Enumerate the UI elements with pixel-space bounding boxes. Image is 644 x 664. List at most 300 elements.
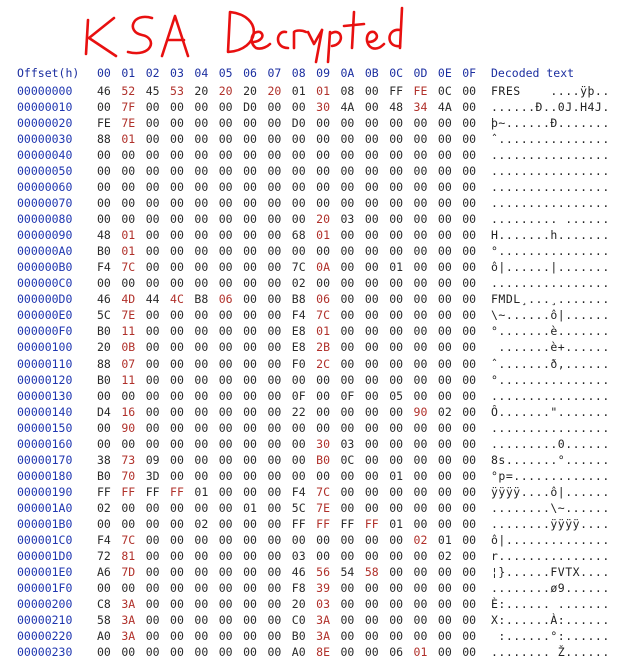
hex-byte[interactable]: 00: [389, 148, 404, 163]
hex-byte[interactable]: 00: [97, 420, 111, 435]
hex-byte[interactable]: 3A: [121, 629, 136, 644]
hex-byte[interactable]: 00: [340, 116, 355, 131]
hex-byte[interactable]: 00: [170, 324, 184, 339]
decoded-text[interactable]: °p=.............: [491, 468, 610, 483]
hex-byte[interactable]: 00: [413, 292, 428, 307]
hex-byte[interactable]: 00: [170, 372, 184, 387]
hex-row[interactable]: [0, 597, 644, 613]
hex-byte[interactable]: 00: [340, 180, 355, 195]
decoded-text[interactable]: ................: [491, 420, 610, 435]
hex-byte[interactable]: 00: [145, 548, 160, 563]
hex-byte[interactable]: 00: [267, 436, 282, 451]
hex-byte[interactable]: 00: [462, 228, 477, 243]
hex-byte[interactable]: 00: [340, 612, 355, 627]
hex-byte[interactable]: 00: [145, 132, 160, 147]
hex-byte[interactable]: 00: [462, 452, 477, 467]
hex-byte[interactable]: 00: [218, 548, 233, 563]
hex-byte[interactable]: 00: [267, 100, 282, 115]
hex-byte[interactable]: 7F: [121, 100, 136, 115]
hex-row[interactable]: [0, 389, 644, 405]
hex-byte[interactable]: 00: [218, 340, 233, 355]
hex-byte[interactable]: 00: [194, 548, 209, 563]
hex-row[interactable]: [0, 373, 644, 389]
hex-byte[interactable]: 00: [267, 132, 282, 147]
hex-byte[interactable]: 00: [316, 548, 330, 563]
hex-byte[interactable]: 00: [267, 629, 282, 644]
decoded-text[interactable]: 8s.......°......: [491, 452, 610, 467]
hex-byte[interactable]: 01: [316, 324, 330, 339]
hex-byte[interactable]: 00: [194, 228, 209, 243]
hex-byte[interactable]: A6: [97, 564, 111, 579]
hex-byte[interactable]: 00: [170, 645, 184, 660]
hex-byte[interactable]: 00: [437, 500, 452, 515]
hex-byte[interactable]: 00: [437, 164, 452, 179]
hex-byte[interactable]: 00: [170, 500, 184, 515]
hex-byte[interactable]: 00: [364, 372, 379, 387]
hex-byte[interactable]: 7C: [316, 308, 330, 323]
hex-byte[interactable]: 00: [170, 468, 184, 483]
hex-row[interactable]: [0, 485, 644, 501]
hex-byte[interactable]: 00: [291, 148, 306, 163]
hex-byte[interactable]: 01: [194, 484, 209, 499]
hex-byte[interactable]: 00: [243, 484, 257, 499]
decoded-text[interactable]: ................: [491, 148, 610, 163]
hex-byte[interactable]: 00: [364, 404, 379, 419]
hex-byte[interactable]: 00: [267, 548, 282, 563]
hex-byte[interactable]: 00: [267, 148, 282, 163]
hex-byte[interactable]: 00: [437, 340, 452, 355]
hex-byte[interactable]: 00: [194, 324, 209, 339]
hex-byte[interactable]: 00: [462, 516, 477, 531]
hex-byte[interactable]: 3A: [316, 612, 330, 627]
hex-byte[interactable]: 00: [340, 228, 355, 243]
hex-row[interactable]: [0, 148, 644, 164]
hex-byte[interactable]: 00: [145, 244, 160, 259]
hex-byte[interactable]: 7E: [121, 116, 136, 131]
hex-byte[interactable]: 00: [97, 516, 111, 531]
hex-byte[interactable]: 00: [170, 308, 184, 323]
hex-byte[interactable]: 30: [316, 100, 330, 115]
hex-byte[interactable]: F0: [291, 356, 306, 371]
hex-byte[interactable]: 00: [340, 532, 355, 547]
hex-byte[interactable]: 00: [413, 228, 428, 243]
hex-byte[interactable]: 00: [364, 148, 379, 163]
hex-byte[interactable]: 00: [291, 372, 306, 387]
hex-byte[interactable]: 7C: [291, 260, 306, 275]
hex-byte[interactable]: 00: [218, 452, 233, 467]
hex-byte[interactable]: 00: [267, 532, 282, 547]
hex-byte[interactable]: 00: [218, 580, 233, 595]
hex-row[interactable]: [0, 324, 644, 340]
hex-byte[interactable]: 00: [194, 645, 209, 660]
hex-byte[interactable]: 01: [243, 500, 257, 515]
hex-byte[interactable]: 00: [243, 420, 257, 435]
hex-byte[interactable]: 34: [413, 100, 428, 115]
hex-byte[interactable]: F8: [291, 580, 306, 595]
hex-byte[interactable]: 00: [437, 228, 452, 243]
hex-byte[interactable]: 00: [194, 180, 209, 195]
hex-byte[interactable]: 00: [243, 516, 257, 531]
hex-byte[interactable]: 00: [97, 212, 111, 227]
hex-byte[interactable]: 00: [218, 564, 233, 579]
hex-byte[interactable]: 03: [291, 548, 306, 563]
hex-row[interactable]: [0, 164, 644, 180]
hex-byte[interactable]: 00: [145, 420, 160, 435]
hex-byte[interactable]: 00: [218, 164, 233, 179]
hex-byte[interactable]: 00: [145, 276, 160, 291]
hex-byte[interactable]: 00: [291, 132, 306, 147]
hex-byte[interactable]: 30: [316, 436, 330, 451]
hex-byte[interactable]: B0: [316, 452, 330, 467]
hex-byte[interactable]: 5C: [291, 500, 306, 515]
hex-byte[interactable]: 00: [267, 596, 282, 611]
hex-byte[interactable]: 58: [97, 612, 111, 627]
hex-byte[interactable]: 00: [267, 484, 282, 499]
hex-row[interactable]: [0, 292, 644, 308]
decoded-text[interactable]: ÿÿÿÿ....ô|......: [491, 484, 610, 499]
hex-byte[interactable]: 00: [145, 148, 160, 163]
hex-byte[interactable]: 00: [316, 244, 330, 259]
hex-byte[interactable]: 00: [97, 436, 111, 451]
hex-byte[interactable]: 00: [267, 468, 282, 483]
hex-byte[interactable]: 00: [413, 580, 428, 595]
hex-byte[interactable]: 88: [97, 356, 111, 371]
hex-byte[interactable]: 00: [389, 132, 404, 147]
hex-byte[interactable]: 00: [218, 324, 233, 339]
hex-byte[interactable]: 00: [364, 420, 379, 435]
hex-byte[interactable]: 01: [389, 516, 404, 531]
hex-byte[interactable]: 00: [97, 388, 111, 403]
hex-byte[interactable]: 00: [340, 404, 355, 419]
hex-byte[interactable]: 00: [218, 180, 233, 195]
hex-byte[interactable]: 00: [413, 164, 428, 179]
hex-byte[interactable]: 00: [243, 148, 257, 163]
hex-byte[interactable]: 00: [243, 372, 257, 387]
hex-byte[interactable]: 00: [437, 436, 452, 451]
hex-row[interactable]: [0, 244, 644, 260]
hex-byte[interactable]: 00: [267, 212, 282, 227]
hex-byte[interactable]: 00: [243, 228, 257, 243]
hex-byte[interactable]: 00: [462, 180, 477, 195]
hex-byte[interactable]: 00: [145, 116, 160, 131]
hex-byte[interactable]: 00: [462, 645, 477, 660]
hex-byte[interactable]: 00: [291, 468, 306, 483]
hex-byte[interactable]: 00: [97, 276, 111, 291]
hex-byte[interactable]: 00: [267, 292, 282, 307]
hex-byte[interactable]: 00: [340, 468, 355, 483]
hex-byte[interactable]: 00: [194, 436, 209, 451]
hex-byte[interactable]: 00: [170, 228, 184, 243]
hex-byte[interactable]: 00: [97, 580, 111, 595]
hex-row[interactable]: [0, 276, 644, 292]
hex-byte[interactable]: 00: [389, 404, 404, 419]
hex-byte[interactable]: 53: [170, 84, 184, 98]
hex-byte[interactable]: 72: [97, 548, 111, 563]
hex-byte[interactable]: 00: [145, 180, 160, 195]
decoded-text[interactable]: °...............: [491, 244, 610, 259]
hex-byte[interactable]: 00: [145, 596, 160, 611]
hex-byte[interactable]: 00: [389, 580, 404, 595]
hex-byte[interactable]: 01: [389, 468, 404, 483]
hex-byte[interactable]: 00: [218, 132, 233, 147]
hex-byte[interactable]: 00: [364, 580, 379, 595]
hex-byte[interactable]: 00: [243, 612, 257, 627]
decoded-text[interactable]: .......è+......: [491, 340, 610, 355]
hex-byte[interactable]: 00: [267, 516, 282, 531]
hex-byte[interactable]: 00: [462, 468, 477, 483]
hex-byte[interactable]: 46: [97, 292, 111, 307]
hex-byte[interactable]: 00: [145, 564, 160, 579]
hex-byte[interactable]: 00: [121, 164, 136, 179]
hex-byte[interactable]: 00: [340, 276, 355, 291]
decoded-text[interactable]: ......... ......: [491, 212, 610, 227]
hex-byte[interactable]: 00: [243, 388, 257, 403]
hex-byte[interactable]: FF: [364, 516, 379, 531]
hex-byte[interactable]: 00: [437, 244, 452, 259]
hex-byte[interactable]: 00: [267, 580, 282, 595]
hex-byte[interactable]: 00: [170, 516, 184, 531]
hex-byte[interactable]: 00: [437, 324, 452, 339]
hex-byte[interactable]: 00: [462, 372, 477, 387]
decoded-text[interactable]: H.......h.......: [491, 228, 610, 243]
decoded-text[interactable]: ˆ...............: [491, 132, 610, 147]
hex-row[interactable]: [0, 629, 644, 645]
hex-byte[interactable]: 00: [413, 180, 428, 195]
hex-byte[interactable]: 00: [243, 116, 257, 131]
hex-byte[interactable]: 00: [389, 308, 404, 323]
hex-byte[interactable]: 00: [340, 308, 355, 323]
hex-byte[interactable]: 00: [316, 388, 330, 403]
hex-byte[interactable]: 00: [437, 356, 452, 371]
hex-byte[interactable]: 20: [316, 212, 330, 227]
hex-byte[interactable]: 00: [316, 196, 330, 211]
hex-row[interactable]: [0, 613, 644, 629]
hex-byte[interactable]: 00: [194, 452, 209, 467]
hex-row[interactable]: [0, 453, 644, 469]
hex-byte[interactable]: 00: [437, 132, 452, 147]
hex-byte[interactable]: 00: [218, 276, 233, 291]
hex-byte[interactable]: 00: [462, 84, 477, 98]
hex-row[interactable]: [0, 308, 644, 324]
hex-byte[interactable]: 00: [243, 436, 257, 451]
hex-byte[interactable]: 00: [170, 340, 184, 355]
hex-byte[interactable]: 7D: [121, 564, 136, 579]
hex-byte[interactable]: 20: [97, 340, 111, 355]
hex-byte[interactable]: 00: [389, 564, 404, 579]
hex-byte[interactable]: 00: [364, 596, 379, 611]
hex-byte[interactable]: 01: [121, 132, 136, 147]
hex-row[interactable]: [0, 565, 644, 581]
hex-byte[interactable]: 00: [413, 612, 428, 627]
hex-byte[interactable]: 00: [413, 436, 428, 451]
hex-byte[interactable]: 00: [462, 420, 477, 435]
hex-byte[interactable]: 03: [340, 436, 355, 451]
hex-byte[interactable]: 00: [218, 484, 233, 499]
hex-byte[interactable]: 00: [194, 596, 209, 611]
decoded-text[interactable]: FRES ....ÿþ..: [491, 84, 610, 98]
hex-byte[interactable]: 00: [194, 308, 209, 323]
hex-byte[interactable]: 00: [437, 612, 452, 627]
hex-byte[interactable]: 00: [170, 548, 184, 563]
hex-byte[interactable]: 11: [121, 324, 136, 339]
hex-byte[interactable]: 7C: [316, 484, 330, 499]
hex-byte[interactable]: 52: [121, 84, 136, 98]
hex-byte[interactable]: 00: [364, 180, 379, 195]
hex-byte[interactable]: 00: [340, 340, 355, 355]
hex-byte[interactable]: 58: [364, 564, 379, 579]
hex-byte[interactable]: 00: [267, 500, 282, 515]
hex-byte[interactable]: 44: [145, 292, 160, 307]
hex-byte[interactable]: 00: [243, 645, 257, 660]
hex-byte[interactable]: 00: [413, 340, 428, 355]
hex-byte[interactable]: 00: [462, 132, 477, 147]
hex-byte[interactable]: 68: [291, 228, 306, 243]
hex-byte[interactable]: 00: [291, 212, 306, 227]
hex-byte[interactable]: 00: [97, 645, 111, 660]
hex-byte[interactable]: 00: [218, 645, 233, 660]
hex-byte[interactable]: 00: [170, 436, 184, 451]
hex-byte[interactable]: 00: [145, 372, 160, 387]
hex-byte[interactable]: 00: [267, 228, 282, 243]
hex-byte[interactable]: 00: [267, 196, 282, 211]
hex-byte[interactable]: 00: [97, 196, 111, 211]
hex-byte[interactable]: 00: [145, 404, 160, 419]
hex-byte[interactable]: 00: [267, 612, 282, 627]
hex-byte[interactable]: 4D: [121, 292, 136, 307]
hex-byte[interactable]: 00: [462, 324, 477, 339]
hex-byte[interactable]: 00: [218, 356, 233, 371]
hex-byte[interactable]: 00: [340, 596, 355, 611]
hex-byte[interactable]: 00: [364, 532, 379, 547]
hex-byte[interactable]: B8: [194, 292, 209, 307]
hex-byte[interactable]: 00: [340, 645, 355, 660]
hex-byte[interactable]: 00: [145, 228, 160, 243]
hex-byte[interactable]: 00: [267, 180, 282, 195]
hex-byte[interactable]: 00: [218, 516, 233, 531]
hex-byte[interactable]: 00: [145, 164, 160, 179]
hex-byte[interactable]: 0A: [316, 260, 330, 275]
hex-byte[interactable]: 00: [218, 100, 233, 115]
hex-byte[interactable]: 0F: [291, 388, 306, 403]
hex-byte[interactable]: D0: [243, 100, 257, 115]
hex-row[interactable]: [0, 437, 644, 453]
hex-row[interactable]: [0, 228, 644, 244]
hex-byte[interactable]: 00: [243, 260, 257, 275]
hex-byte[interactable]: 00: [389, 292, 404, 307]
hex-byte[interactable]: 00: [364, 84, 379, 98]
hex-byte[interactable]: 00: [145, 612, 160, 627]
hex-byte[interactable]: 00: [462, 564, 477, 579]
decoded-text[interactable]: ................: [491, 164, 610, 179]
hex-byte[interactable]: 00: [267, 564, 282, 579]
hex-byte[interactable]: 00: [267, 404, 282, 419]
hex-byte[interactable]: 00: [145, 196, 160, 211]
hex-byte[interactable]: 09: [145, 452, 160, 467]
hex-byte[interactable]: F4: [97, 532, 111, 547]
hex-byte[interactable]: 00: [170, 100, 184, 115]
hex-byte[interactable]: 00: [194, 468, 209, 483]
hex-byte[interactable]: 00: [462, 212, 477, 227]
hex-row[interactable]: [0, 116, 644, 132]
hex-row[interactable]: [0, 212, 644, 228]
hex-byte[interactable]: 00: [121, 516, 136, 531]
hex-byte[interactable]: FF: [316, 516, 330, 531]
hex-byte[interactable]: 00: [218, 532, 233, 547]
hex-row[interactable]: [0, 357, 644, 373]
hex-byte[interactable]: 00: [194, 340, 209, 355]
hex-byte[interactable]: 00: [267, 388, 282, 403]
hex-byte[interactable]: 00: [194, 500, 209, 515]
hex-byte[interactable]: C8: [97, 596, 111, 611]
hex-byte[interactable]: 00: [170, 132, 184, 147]
hex-byte[interactable]: 00: [145, 308, 160, 323]
hex-byte[interactable]: 00: [437, 260, 452, 275]
hex-byte[interactable]: 00: [218, 436, 233, 451]
decoded-text[interactable]: ................: [491, 180, 610, 195]
hex-byte[interactable]: 00: [340, 356, 355, 371]
hex-byte[interactable]: 02: [291, 276, 306, 291]
hex-byte[interactable]: 00: [145, 629, 160, 644]
hex-byte[interactable]: FF: [291, 516, 306, 531]
hex-byte[interactable]: 00: [462, 260, 477, 275]
hex-byte[interactable]: F4: [291, 308, 306, 323]
hex-byte[interactable]: 00: [267, 164, 282, 179]
hex-byte[interactable]: 00: [291, 164, 306, 179]
hex-row[interactable]: [0, 405, 644, 421]
hex-byte[interactable]: 00: [243, 292, 257, 307]
hex-byte[interactable]: 01: [121, 244, 136, 259]
hex-byte[interactable]: 00: [194, 276, 209, 291]
hex-byte[interactable]: 02: [437, 548, 452, 563]
hex-byte[interactable]: F4: [97, 260, 111, 275]
hex-byte[interactable]: 00: [413, 244, 428, 259]
hex-byte[interactable]: 00: [316, 468, 330, 483]
hex-byte[interactable]: 00: [364, 116, 379, 131]
hex-byte[interactable]: 00: [364, 388, 379, 403]
hex-byte[interactable]: 00: [389, 500, 404, 515]
hex-byte[interactable]: 00: [364, 612, 379, 627]
hex-byte[interactable]: 00: [413, 260, 428, 275]
hex-byte[interactable]: 4A: [437, 100, 452, 115]
hex-byte[interactable]: 00: [218, 612, 233, 627]
hex-byte[interactable]: 03: [340, 212, 355, 227]
hex-byte[interactable]: 00: [170, 404, 184, 419]
hex-byte[interactable]: 00: [340, 500, 355, 515]
hex-byte[interactable]: 00: [389, 420, 404, 435]
hex-byte[interactable]: 00: [243, 629, 257, 644]
decoded-text[interactable]: \~......ô|......: [491, 308, 610, 323]
hex-byte[interactable]: 20: [291, 596, 306, 611]
hex-byte[interactable]: 00: [364, 260, 379, 275]
hex-byte[interactable]: 00: [437, 484, 452, 499]
hex-byte[interactable]: 00: [170, 388, 184, 403]
hex-byte[interactable]: 00: [121, 180, 136, 195]
decoded-text[interactable]: ô|..............: [491, 532, 610, 547]
hex-byte[interactable]: FF: [389, 84, 404, 98]
hex-byte[interactable]: 00: [437, 276, 452, 291]
hex-byte[interactable]: 38: [97, 452, 111, 467]
hex-byte[interactable]: 20: [267, 84, 282, 98]
hex-byte[interactable]: 01: [316, 228, 330, 243]
hex-byte[interactable]: 00: [462, 292, 477, 307]
hex-byte[interactable]: 00: [413, 196, 428, 211]
hex-byte[interactable]: F4: [291, 484, 306, 499]
hex-byte[interactable]: 00: [170, 612, 184, 627]
hex-row[interactable]: [0, 549, 644, 565]
hex-byte[interactable]: 00: [437, 212, 452, 227]
hex-byte[interactable]: 00: [364, 645, 379, 660]
hex-byte[interactable]: 00: [413, 324, 428, 339]
